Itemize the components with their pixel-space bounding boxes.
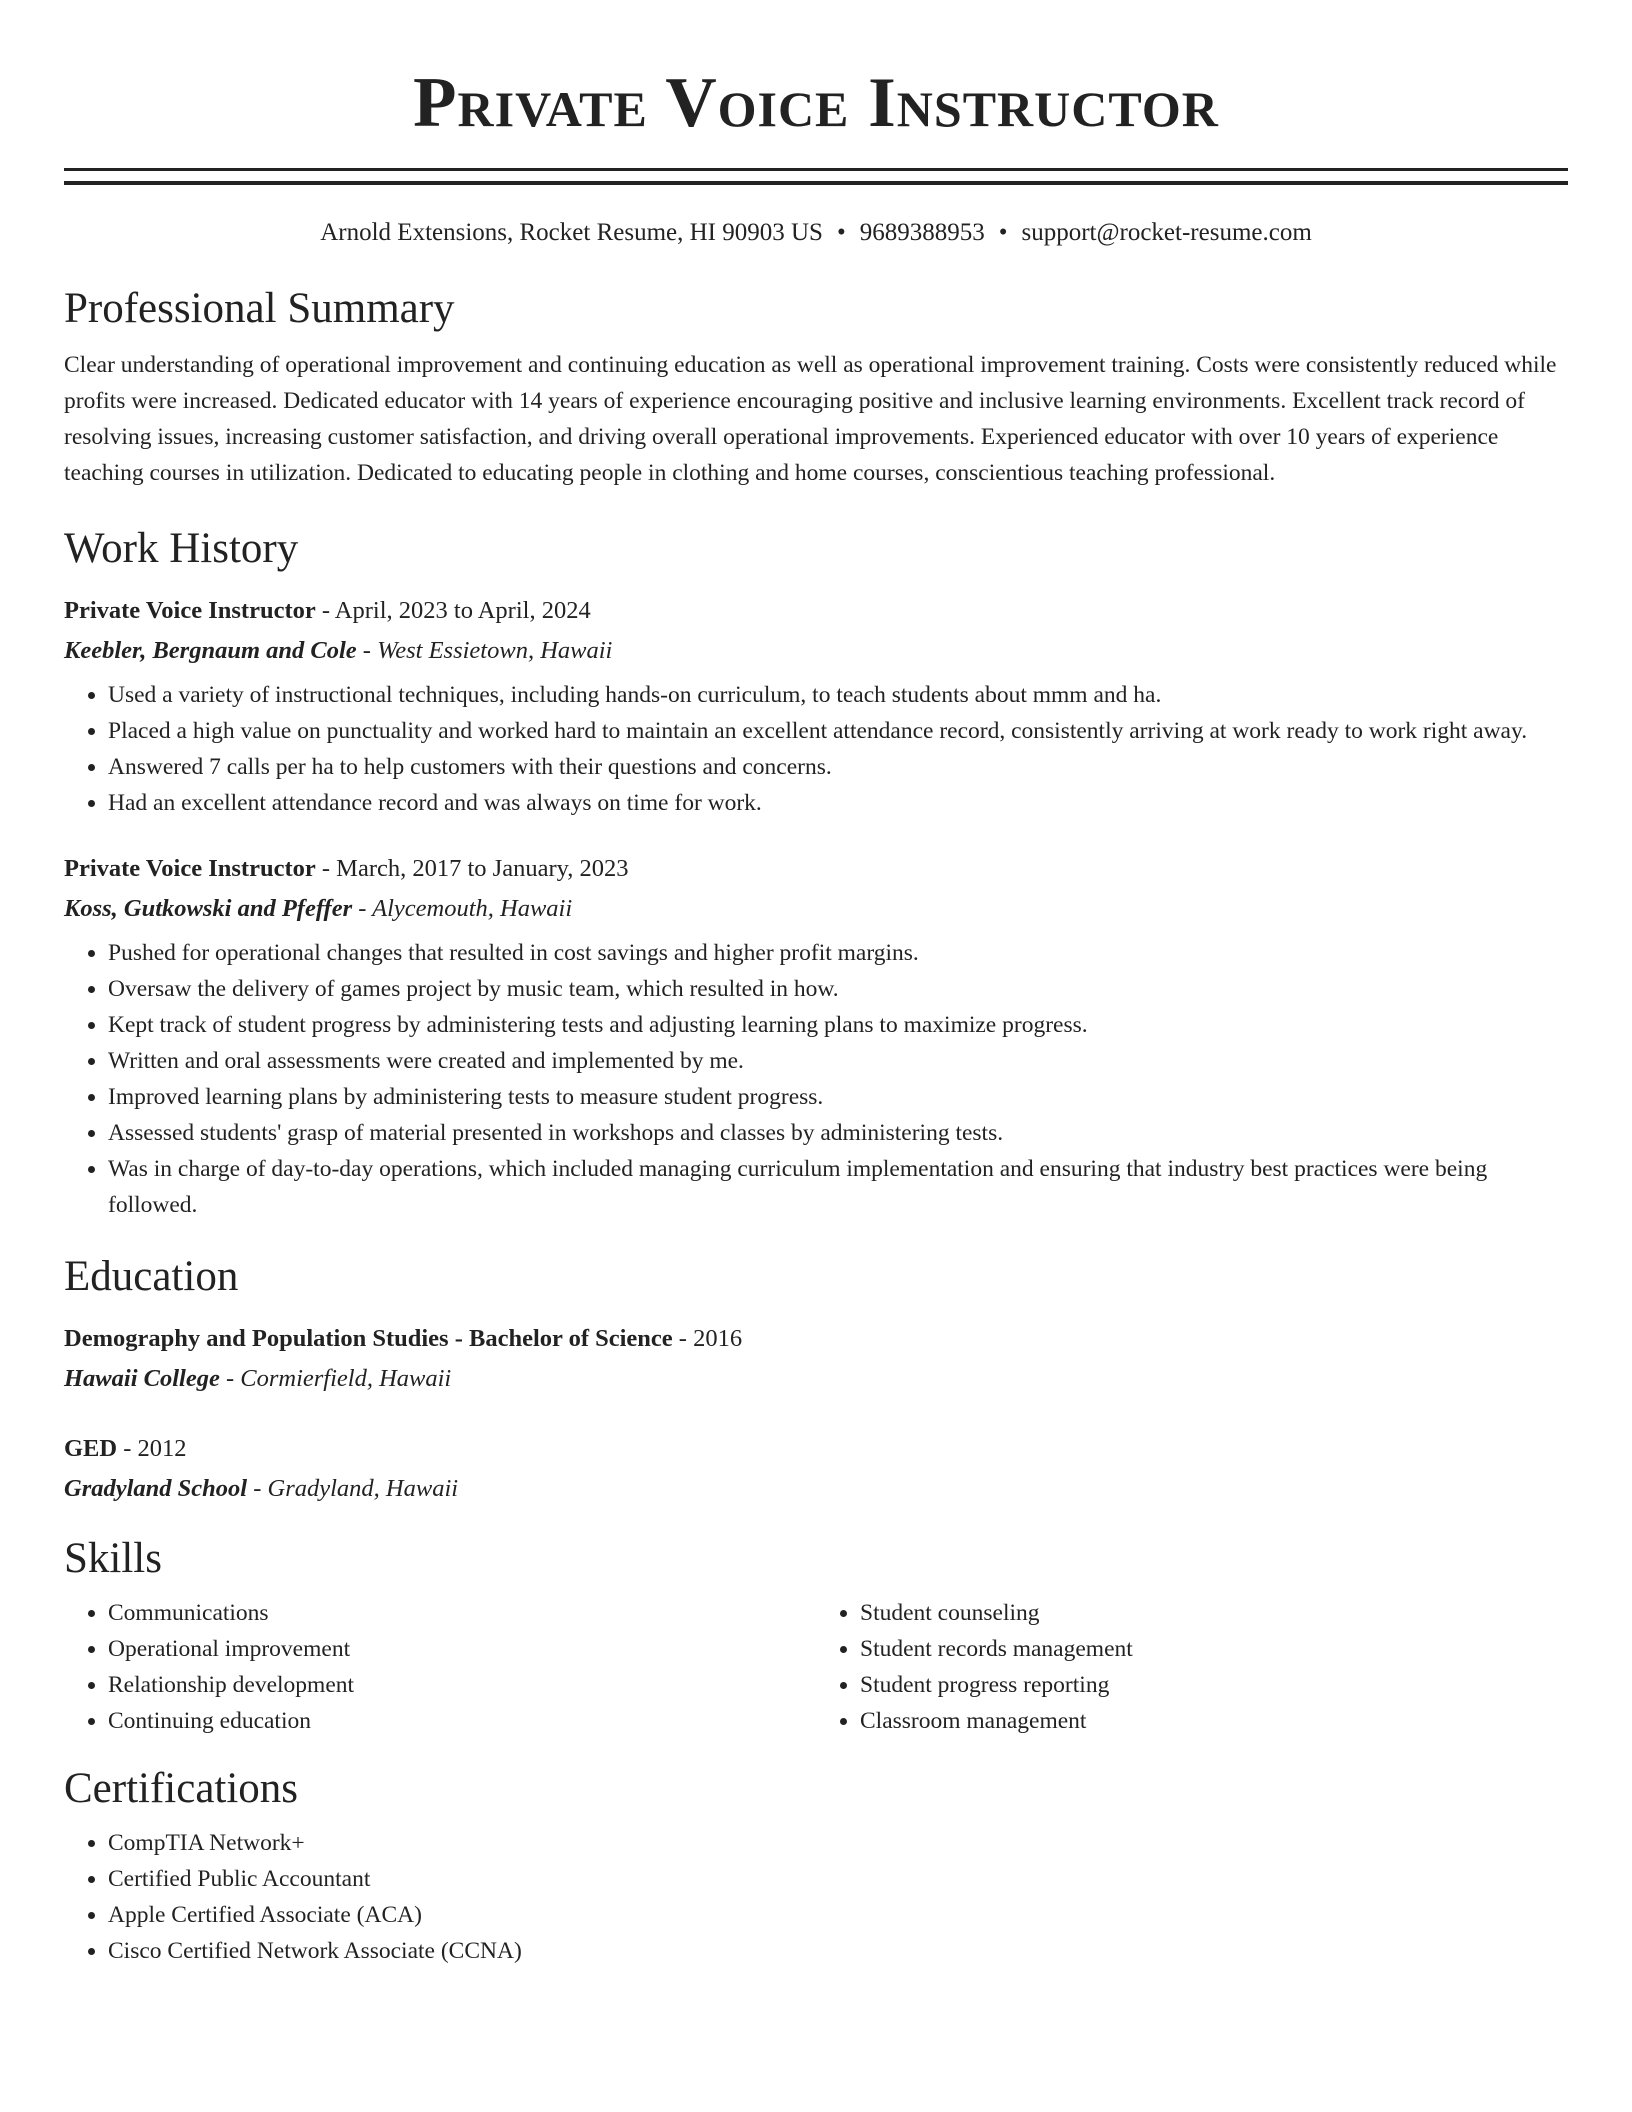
- skills-heading: Skills: [64, 1535, 162, 1582]
- bullet-separator: •: [836, 219, 846, 246]
- skills-list-right: [816, 1595, 1568, 1739]
- education-entry: [64, 1319, 1568, 1399]
- job-entry: [64, 591, 1568, 821]
- job-title: Private Voice Instructor: [64, 597, 316, 624]
- resume-title: Private Voice Instructor: [413, 64, 1219, 142]
- list-item: • Answered 7 calls per ha to help customers with their questions and concerns.: [108, 749, 1568, 785]
- certification-item: • Certified Public Accountant: [108, 1861, 1568, 1897]
- title-double-rule: [64, 168, 1568, 185]
- education-section: [64, 1249, 1568, 1509]
- work-history-heading: Work History: [64, 525, 299, 572]
- job-company-line: [64, 889, 1568, 929]
- skill-item: • Student counseling: [860, 1595, 1568, 1631]
- job-dates: - March, 2017 to January, 2023: [315, 855, 629, 882]
- degree-year: - 2012: [117, 1435, 187, 1462]
- list-item: • Used a variety of instructional techniques, including hands-on curriculum, to teach students about mmm and ha.: [108, 677, 1568, 713]
- school-location: - Cormierfield, Hawaii: [219, 1365, 452, 1392]
- job-dates: - April, 2023 to April, 2024: [315, 597, 591, 624]
- skill-item: • Relationship development: [108, 1667, 816, 1703]
- school-location: - Gradyland, Hawaii: [247, 1475, 459, 1502]
- certifications-list: [64, 1825, 1568, 1969]
- list-item: • Assessed students' grasp of material presented in workshops and classes by administering tests.: [108, 1115, 1568, 1151]
- skill-item: • Communications: [108, 1595, 816, 1631]
- job-company: Koss, Gutkowski and Pfeffer: [64, 895, 353, 922]
- list-item: • Improved learning plans by administering tests to measure student progress.: [108, 1079, 1568, 1115]
- job-bullets: [64, 935, 1568, 1223]
- list-item: • Oversaw the delivery of games project by music team, which resulted in how.: [108, 971, 1568, 1007]
- job-company-line: [64, 631, 1568, 671]
- summary-heading: Professional Summary: [64, 285, 455, 332]
- degree-line: [64, 1429, 1568, 1469]
- contact-line: [64, 217, 1568, 249]
- education-entry: [64, 1429, 1568, 1509]
- skill-item: • Classroom management: [860, 1703, 1568, 1739]
- certification-item: • CompTIA Network+: [108, 1825, 1568, 1861]
- summary-text: Clear understanding of operational improvement and continuing education as well as operational improvement training. Costs were consistently reduced while profits were increased. Dedicated educator with 14 years of experience encouraging positive and inclusive learning environments. Excellent track record of resolving issues, increasing customer satisfaction, and driving overall operational improvements. Experienced educator with over 10 years of experience teaching courses in utilization. Dedicated to educating people in clothing and home courses, conscientious teaching professional.: [64, 352, 1557, 486]
- school-name: Hawaii College: [64, 1365, 220, 1392]
- list-item: • Was in charge of day-to-day operations, which included managing curriculum implementation and ensuring that industry best practices were being followed.: [108, 1151, 1568, 1223]
- school-line: [64, 1359, 1568, 1399]
- skills-grid: [64, 1595, 1568, 1739]
- job-title: Private Voice Instructor: [64, 855, 316, 882]
- school-line: [64, 1469, 1568, 1509]
- job-bullets: [64, 677, 1568, 821]
- list-item: • Written and oral assessments were created and implemented by me.: [108, 1043, 1568, 1079]
- job-company: Keebler, Bergnaum and Cole: [64, 637, 357, 664]
- work-history-section: [64, 521, 1568, 1223]
- education-heading: Education: [64, 1253, 239, 1300]
- degree-line: [64, 1319, 1568, 1359]
- skill-item: • Continuing education: [108, 1703, 816, 1739]
- bullet-separator: •: [998, 219, 1008, 246]
- list-item: • Placed a high value on punctuality and worked hard to maintain an excellent attendance record, consistently arriving at work ready to work right away.: [108, 713, 1568, 749]
- job-location: - Alycemouth, Hawaii: [352, 895, 573, 922]
- contact-phone: 9689388953: [859, 219, 985, 246]
- job-title-line: [64, 849, 1568, 889]
- job-entry: [64, 849, 1568, 1223]
- skills-list-left: [64, 1595, 816, 1739]
- job-location: - West Essietown, Hawaii: [356, 637, 613, 664]
- certifications-section: [64, 1761, 1568, 1969]
- degree-year: - 2016: [672, 1325, 743, 1352]
- summary-section: [64, 281, 1568, 491]
- contact-email: support@rocket-resume.com: [1021, 219, 1312, 246]
- degree-name: GED: [64, 1435, 118, 1462]
- skill-item: • Operational improvement: [108, 1631, 816, 1667]
- certification-item: • Apple Certified Associate (ACA): [108, 1897, 1568, 1933]
- skill-item: • Student progress reporting: [860, 1667, 1568, 1703]
- list-item: • Pushed for operational changes that resulted in cost savings and higher profit margins.: [108, 935, 1568, 971]
- skill-item: • Student records management: [860, 1631, 1568, 1667]
- job-title-line: [64, 591, 1568, 631]
- contact-address: Arnold Extensions, Rocket Resume, HI 90903 US: [320, 219, 823, 246]
- certifications-heading: Certifications: [64, 1765, 299, 1812]
- degree-name: Demography and Population Studies - Bachelor of Science: [64, 1325, 673, 1352]
- school-name: Gradyland School: [64, 1475, 248, 1502]
- list-item: • Had an excellent attendance record and was always on time for work.: [108, 785, 1568, 821]
- list-item: • Kept track of student progress by administering tests and adjusting learning plans to maximize progress.: [108, 1007, 1568, 1043]
- skills-section: [64, 1531, 1568, 1739]
- certification-item: • Cisco Certified Network Associate (CCNA): [108, 1933, 1568, 1969]
